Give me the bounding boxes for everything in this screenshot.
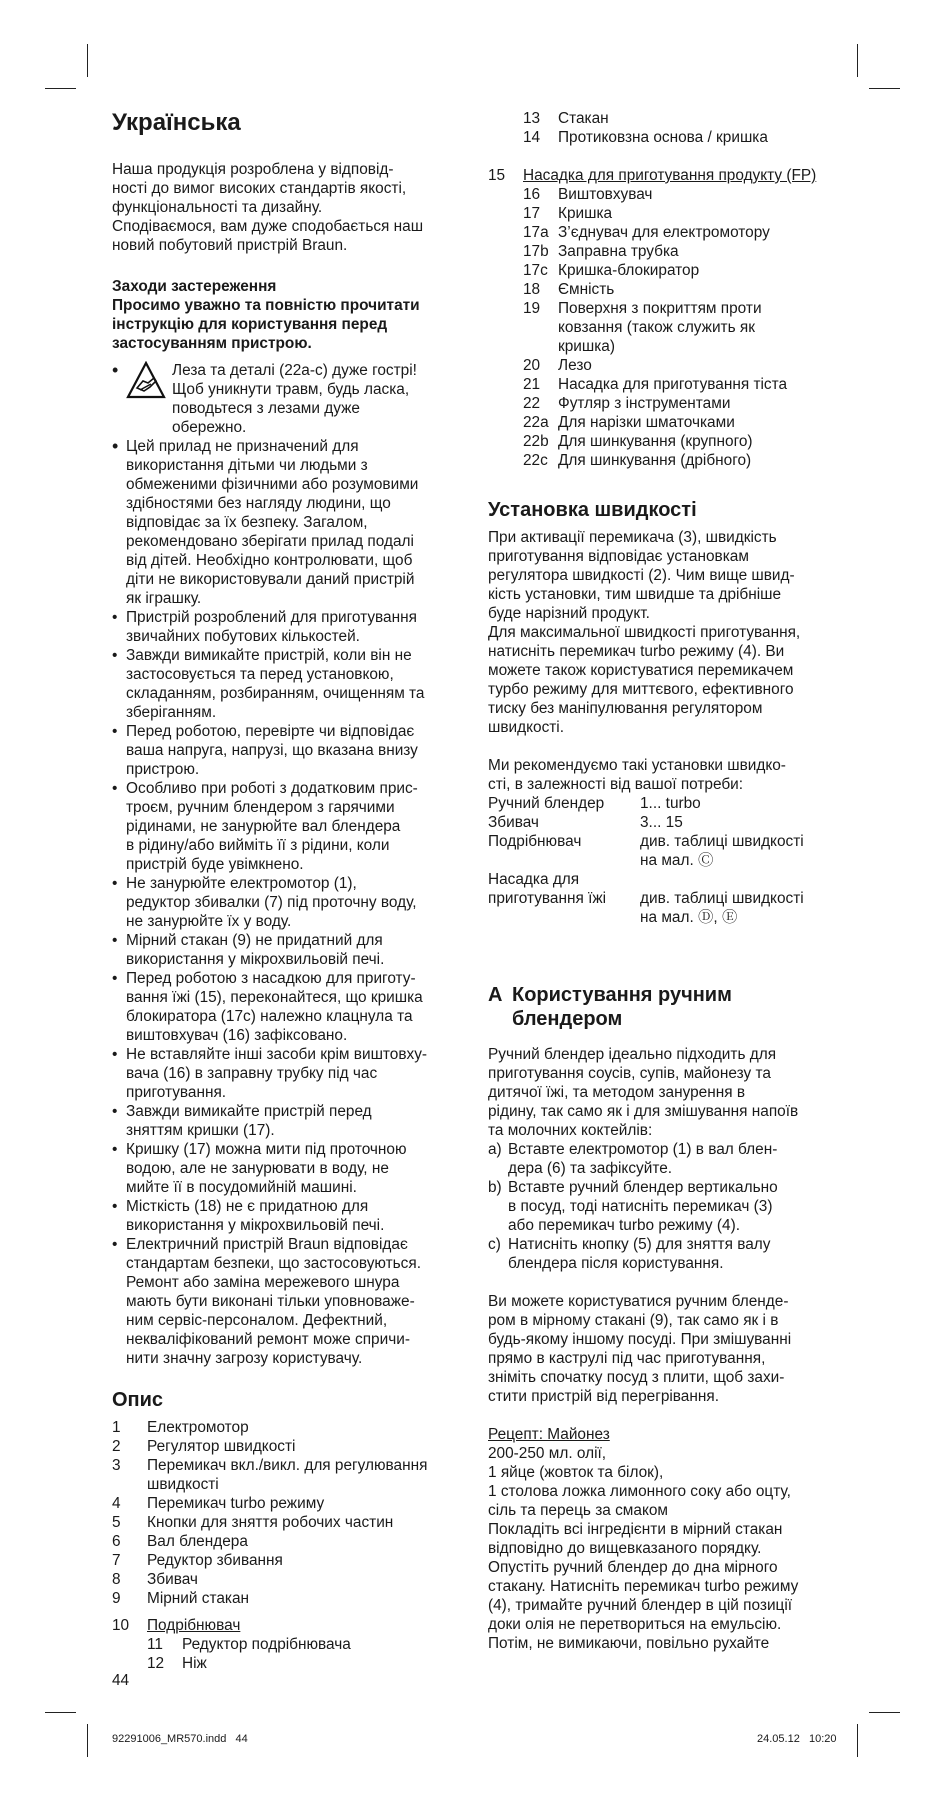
warning-item: • Не занурюйте електромотор (1), редуктор збивалки (7) під проточну воду, не занурюйте їх у воду. — [112, 874, 462, 931]
speed-row: Подрібнювач див. таблиці швидкості на мал. Ⓒ — [488, 833, 804, 869]
part-item: 20 Лезо — [523, 357, 592, 374]
warning-item: • Завжди вимикайте пристрій перед зняттям кришки (17). — [112, 1102, 462, 1140]
blade-warning-item: • Леза та деталі (22a-c) дуже гострі! Щоб уникнути травм, будь ласка, поводьтеся з лезами дуже обережно. — [112, 361, 462, 437]
footer-timestamp: 24.05.12 10:20 — [757, 1733, 837, 1745]
part-item: 15 Насадка для приготування продукту (FP) — [488, 167, 817, 184]
part-item: 4 Перемикач turbo режиму — [112, 1495, 325, 1512]
warning-item: • Місткість (18) не є придатною для використання у мікрохвильовій печі. — [112, 1197, 462, 1235]
page-number: 44 — [112, 1672, 130, 1689]
right-column — [488, 109, 836, 1653]
part-item: 18 Ємність — [523, 281, 615, 298]
warning-item: • Не вставляйте інші засоби крім виштовху- вача (16) в заправну трубку під час приготування. — [112, 1045, 462, 1102]
part-item: 10 Подрібнювач — [112, 1617, 241, 1634]
part-item: 13 Стакан — [523, 110, 609, 127]
warning-item: • Пристрій розроблений для приготування звичайних побутових кількостей. — [112, 608, 462, 646]
section-a-heading: A Користування ручним блендером — [488, 984, 732, 1030]
part-item: 7 Редуктор збивання — [112, 1552, 283, 1569]
left-column — [112, 108, 462, 1673]
speed-paragraph: При активації перемикача (3), швидкість приготування відповідає установкам регулятора швидкості (2). Чим вище швид- кість установки, тим швидше та дрібніше буде нарізний продукт. Для максимальної швидкості приготування, натисніть перемикач turbo режиму (4). Ви можете також користуватися перемикачем турбо режиму для миттєвого, ефективного тиску без маніпулювання регулятором швидкості. — [488, 529, 801, 736]
part-item: 11 Редуктор подрібнювача — [147, 1636, 351, 1653]
part-item: 19 Поверхня з покриттям проти ковзання (також служить як кришка) — [523, 300, 762, 355]
warning-item: • Мірний стакан (9) не придатний для використання у мікрохвильовій печі. — [112, 931, 462, 969]
crop-mark — [869, 1712, 900, 1713]
crop-mark — [87, 1724, 88, 1757]
parts-list-continued — [488, 109, 836, 470]
part-item: 17b Заправна трубка — [523, 243, 679, 260]
intro-paragraph: Наша продукція розроблена у відповід- ності до вимог високих стандартів якості, функціональності та дизайну. Сподіваємося, вам дуже сподобається наш новий побутовий пристрій Braun. — [112, 161, 424, 254]
warning-item: • Особливо при роботі з додатковим прис- троєм, ручним блендером з гарячими рідинами, не занурюйте вал блендера в рідину/або вийміть її з рідини, коли пристрій буде увімкнено. — [112, 779, 462, 874]
part-item: 22b Для шинкування (крупного) — [523, 433, 753, 450]
part-item: 17 Кришка — [523, 205, 613, 222]
part-item: 22a Для нарізки шматочками — [523, 414, 735, 431]
part-item: 14 Протиковзна основа / кришка — [523, 129, 768, 146]
part-item: 2 Регулятор швидкості — [112, 1438, 296, 1455]
part-item: 12 Ніж — [147, 1655, 207, 1672]
part-item: 21 Насадка для приготування тіста — [523, 376, 788, 393]
part-item: 22c Для шинкування (дрібного) — [523, 452, 752, 469]
speed-heading: Установка швидкості — [488, 499, 697, 521]
part-item: 17c Кришка-блокиратор — [523, 262, 700, 279]
warning-item: • Цей прилад не призначений для використання дітьми чи людьми з обмеженими фізичними або розумовими здібностями без нагляду людини, що відповідає за їх безпеку. Загалом, рекомендовано зберігати прилад подалі від дітей. Необхідно контролювати, щоб діти не використовували даний пристрій як іграшку. — [112, 437, 462, 608]
part-item: 3 Перемикач вкл./викл. для регулювання швидкості — [112, 1457, 428, 1493]
warning-item: • Кришку (17) можна мити під проточною водою, але не занурювати в воду, не мийте її в посудомийній машині. — [112, 1140, 462, 1197]
warnings-intro: Просимо уважно та повністю прочитати інструкцію для користування перед застосуванням пристрою. — [112, 297, 420, 352]
part-item: 22 Футляр з інструментами — [523, 395, 731, 412]
warning-item: • Завжди вимикайте пристрій, коли він не застосовується та перед установкою, складанням, розбиранням, очищенням та зберіганням. — [112, 646, 462, 722]
blender-steps — [488, 1140, 836, 1273]
crop-mark — [45, 1712, 76, 1713]
part-item: 5 Кнопки для зняття робочих частин — [112, 1514, 394, 1531]
warnings-heading: Заходи застереження — [112, 278, 277, 295]
warnings-list — [112, 361, 462, 1368]
crop-mark — [857, 1724, 858, 1757]
crop-mark — [87, 44, 88, 77]
parts-list — [112, 1418, 462, 1673]
warning-item: • Перед роботою, перевірте чи відповідає ваша напруга, напрузі, що вказана внизу пристрою. — [112, 722, 462, 779]
footer-file-info: 92291006_MR570.indd 44 — [112, 1733, 248, 1745]
description-heading: Опис — [112, 1389, 164, 1411]
step-item: c) Натисніть кнопку (5) для зняття валу блендера після користування. — [488, 1236, 771, 1272]
warning-item: • Перед роботою з насадкою для приготу- вання їжі (15), переконайтеся, що кришка блокиратора (17c) належно клацнула та виштовхувач (16) зафіксовано. — [112, 969, 462, 1045]
speed-row: Насадка для приготування їжі див. таблиці швидкості на мал. Ⓓ, Ⓔ — [488, 871, 804, 926]
part-item: 1 Електромотор — [112, 1419, 249, 1436]
warning-item: • Електричний пристрій Braun відповідає стандартам безпеки, що застосовуються. Ремонт або заміна мережевого шнура мають бути виконані тільки уповноваже- ним сервіс-персоналом. Дефектний, некваліфікований ремонт може спричи- нити значну загрозу користувачу. — [112, 1235, 462, 1368]
part-item: 17a З’єднувач для електромотору — [523, 224, 770, 241]
speed-table — [488, 794, 836, 927]
hand-blade-warning-icon — [126, 361, 166, 401]
section-letter: A — [488, 984, 503, 1006]
page-title: Українська — [112, 109, 241, 136]
step-item: b) Вставте ручний блендер вертикально в посуд, тоді натисніть перемикач (3) або перемикач turbo режиму (4). — [488, 1179, 778, 1234]
crop-mark — [869, 88, 900, 89]
blender-usage-paragraph: Ви можете користуватися ручним бленде- ром в мірному стакані (9), так само як і в будь-якому іншому посуді. При змішуванні прямо в каструлі під час приготування, зніміть спочатку посуд з плити, щоб захи- стити пристрій від перегрівання. — [488, 1293, 792, 1405]
speed-row: Ручний блендер 1... turbo — [488, 795, 701, 812]
part-item: 16 Виштовхувач — [523, 186, 653, 203]
blender-intro: Ручний блендер ідеально підходить для приготування соусів, супів, майонезу та дитячої їжі, та методом занурення в рідину, так само як і для змішування напоїв та молочних коктейлів: — [488, 1046, 799, 1139]
part-item: 6 Вал блендера — [112, 1533, 248, 1550]
speed-row: Збивач 3... 15 — [488, 814, 683, 831]
recipe-text: 200-250 мл. олії, 1 яйце (жовток та білок), 1 столова ложка лимонного соку або оцту, сіль та перець за смаком Покладіть всі інгредієнти в мірний стакан відповідно до вищевказаного порядку. Опустіть ручний блендер до дна мірного стакану. Натисніть перемикач turbo режиму (4), тримайте ручний блендер в цій позиції доки олія не перетвориться на емульсію. Потім, не вимикаючи, повільно рухайте — [488, 1445, 799, 1652]
part-item: 9 Мірний стакан — [112, 1590, 250, 1607]
crop-mark — [45, 88, 76, 89]
part-item: 8 Збивач — [112, 1571, 198, 1588]
speed-recommendation: Ми рекомендуємо такі установки швидко- сті, в залежності від вашої потреби: — [488, 757, 786, 793]
crop-mark — [857, 44, 858, 77]
step-item: a) Вставте електромотор (1) в вал блен- дера (6) та зафіксуйте. — [488, 1141, 778, 1177]
recipe-heading: Рецепт: Майонез — [488, 1426, 610, 1443]
